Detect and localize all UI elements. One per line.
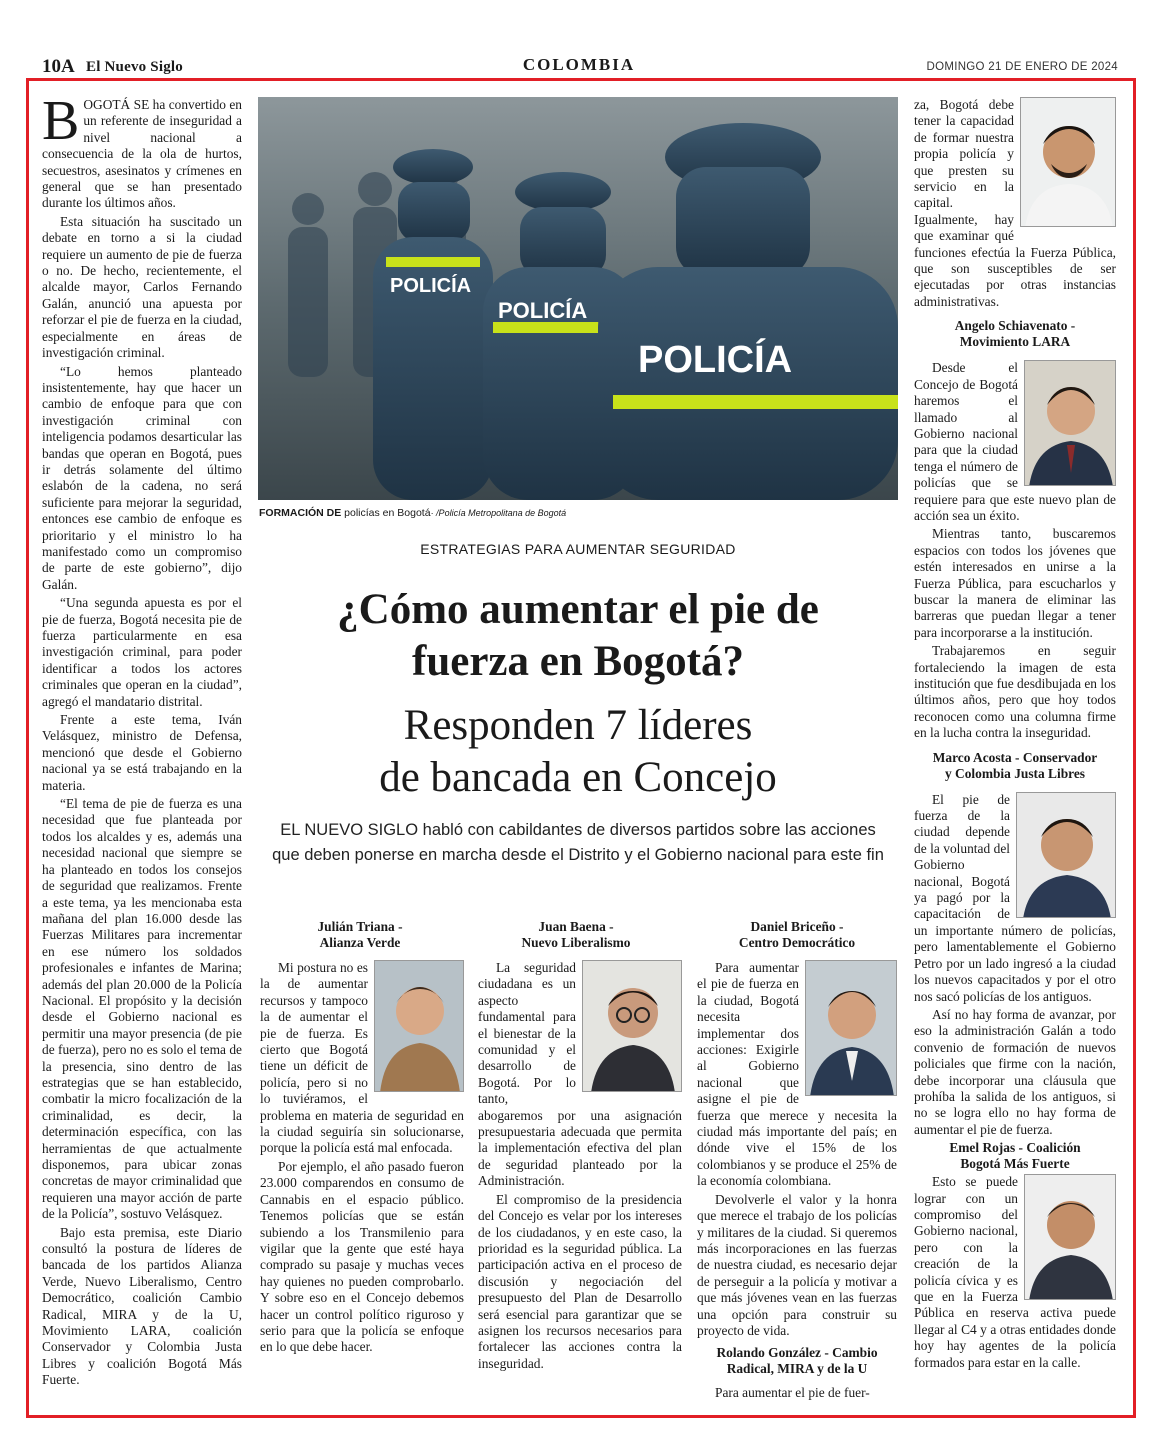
police-formation-photo — [258, 97, 898, 500]
schiavenato-paragraph-2: Mientras tanto, buscaremos espacios con todos los jóvenes que estén interesados en unirse a la Fuerza Pública, para escucharlos y buscar la manera de eliminar las barreras que puedan llegar a tener para incorporarse a la institución. — [914, 526, 1116, 640]
briceno-paragraph-1: Para aumentar el pie de fuerza en la ciudad, Bogotá necesita implementar dos acciones: Exigirle al Gobierno nacional que asigne el pie de fuerza que merece y necesita la ciudad más importante del país; en dónde vive el 15% de los colombianos y se produce el 25% de la economía colombiana. — [697, 960, 897, 1189]
triana-paragraph-1: Mi postura no es la de aumentar recursos y tampoco la de aumentar el pie de fuerza. Es cierto que Bogotá tiene un déficit de policía, pero si no lo tuviéramos, el problema en materia de seguridad en la ciudad seguiría sin solucionarse, porque la policía está mal enfocada. — [260, 960, 464, 1156]
intro-paragraph-5: Frente a este tema, Iván Velásquez, ministro de Defensa, mencionó que desde el Gobierno nacional ya se está trabajando en la materia. — [42, 712, 242, 793]
byline-schiavenato: Angelo Schiavenato - Movimiento LARA — [954, 318, 1076, 350]
dropcap: B — [42, 90, 80, 152]
intro-paragraph-7: Bajo esta premisa, este Diario consultó la postura de líderes de bancada de los partidos Alianza Verde, Nuevo Liberalismo, Centro Democrático, coalición Cambio Radical, MIRA y de la U, Movimiento LARA, coalición Conservador y Colombia Justa Libres y coalición Bogotá Más Fuerte. — [42, 1224, 242, 1388]
briceno-paragraph-2: Devolverle el valor y la honra que merece el trabajo de los policías y militares de la ciudad. Si queremos más incorporaciones en las fuerzas de nuestra ciudad, es necesario dejar de perseguir a la policía y motivar a que más jóvenes vean en las fuerzas una opción para construir su proyecto de vida. — [697, 1191, 897, 1338]
page-number: 10A — [42, 56, 75, 77]
byline-triana: Julián Triana - Alianza Verde — [317, 919, 403, 950]
schiavenato-paragraph-1: Desde el Concejo de Bogotá haremos el llamado al Gobierno nacional para que la ciudad tenga el número de policías que se requiere para que este nuevo plan de acción sea un éxito. — [914, 360, 1116, 523]
intro-paragraph-4: “Una segunda apuesta es por el pie de fuerza, Bogotá necesita pie de fuerza particularmente en esa investigación criminal, para poder identificar a todos los actores criminales que operan en la ciudad”, agregó el mandatario distrital. — [42, 595, 242, 709]
byline-acosta: Marco Acosta - Conservador y Colombia Justa Libres — [932, 749, 1098, 781]
issue-date: DOMINGO 21 DE ENERO DE 2024 — [926, 61, 1118, 73]
portrait-briceno — [805, 960, 897, 1096]
portrait-rojas — [1024, 1174, 1116, 1300]
intro-paragraph-3: “Lo hemos planteado insistentemente, hay que hacer un cambio de enfoque para que con investigación criminal con inteligencia podamos desarticular las bandas que operan en Bogotá, pues ir detrás solamente del último eslabón de la cadena, no será suficiente para mejorar la seguridad, entonces ese cambio de enfoque es prioritario y el ministro lo ha manifestado como un compromiso de parte de este gobierno”, dijo Galán. — [42, 363, 242, 592]
newspaper-brand: El Nuevo Siglo — [86, 59, 183, 75]
column-triana — [260, 960, 464, 1358]
vest-label-2: POLICÍA — [498, 298, 588, 323]
schiavenato-paragraph-3: Trabajaremos en seguir fortaleciendo la imagen de esta institución que fue desdibujada en los últimos años, pero que hoy todos reconocen como una columna firme en la lucha contra la inseguridad. — [914, 643, 1116, 741]
vest-label-1: POLICÍA — [390, 275, 472, 297]
byline-rojas: Emel Rojas - Coalición Bogotá Más Fuerte — [949, 1140, 1081, 1172]
triana-paragraph-2: Por ejemplo, el año pasado fueron 23.000 comparendos en consumo de Cannabis en el espacio público. Tenemos policías que se están subiendo a los Transmilenio para vigilar que la gente que esté haya comprado su pasaje y muchas veces hay quienes no pueden comprobarlo. Y sobre eso en el Concejo debemos hacer un control político riguroso y serio para que la policía se enfoque en lo que debe hacer. — [260, 1158, 464, 1355]
intro-paragraph-6: “El tema de pie de fuerza es una necesidad que fue planteada por todos los alcaldes y es, además una necesidad nacional que siempre se ha planteado en todos los consejos de seguridad que realizamos. Frente a este tema, ya les mencionaba esta mañana del plan 16.000 desde las Fuerzas Militares para incrementar en ese número los soldados profesionales e infantes de Marina; además del plan 20.000 de la Policía Nacional. El propósito y la decisión desde el Gobierno nacional es permitir una mayor presencia (de pie de fuerza), pero no es solo el tema de la presencia, sino dentro de las estrategias que se han establecido, combatir la micro focalización de la criminalidad, es decir, la determinación específica, con las herramientas de que actualmente disponemos, para ubicar zonas concretas de mayor criminalidad que requieren una mayor acción de parte de la Policía”, sostuvo Velásquez. — [42, 796, 242, 1222]
baena-paragraph-1: La seguridad ciudadana es un aspecto fundamental para el bienestar de la comunidad y el desarrollo de Bogotá. Por lo tanto, abogaremos por una asignación presupuestaria adecuada que permita la implementación efectiva del plan de seguridad planteado por la Administración. — [478, 960, 682, 1189]
intro-column — [42, 90, 242, 1391]
byline-gonzalez: Rolando González - Cambio Radical, MIRA y de la U — [716, 1345, 878, 1377]
headline: ¿Cómo aumentar el pie de fuerza en Bogotá? — [337, 586, 819, 685]
article-kicker: ESTRATEGIAS PARA AUMENTAR SEGURIDAD — [420, 541, 736, 557]
baena-paragraph-2: El compromiso de la presidencia del Concejo es velar por los intereses de los ciudadanos, y en este caso, la prioridad es la seguridad pública. La participación activa en el proceso de discusión y negociación del presupuesto del Plan de Desarrollo será esencial para garantizar que se asignen los recursos necesarios para fortalecer las acciones contra la inseguridad. — [478, 1191, 682, 1371]
acosta-paragraph-2: Así no hay forma de avanzar, por eso la administración Galán a todo convenio de formación de nuevos policiales que firme con la nación, debe incorporar una cláusula que prohíba la salida de los antiguos, si no se logra ello no hay forma de aumentar el pie de fuerza. — [914, 1006, 1116, 1137]
portrait-schiavenato — [1024, 360, 1116, 486]
article-deck: EL NUEVO SIGLO habló con cabildantes de diversos partidos sobre las acciones que deben ponerse en marcha desde el Distrito y el Gobierno nacional para este fin — [272, 821, 884, 864]
column-baena — [478, 960, 682, 1374]
portrait-acosta — [1016, 792, 1116, 918]
gonzalez-paragraph-1: Para aumentar el pie de fuer- — [715, 1385, 870, 1401]
gonzalez-paragraph-2: za, Bogotá debe tener la capacidad de formar nuestra propia policía y que presten su servicio en la capital. Igualmente, hay que examinar qué funciones efectúa la Fuerza Pública, que son susceptibles de ser ejecutadas por otras instancias administrativas. — [914, 97, 1116, 309]
vest-label-3: POLICÍA — [638, 339, 793, 381]
acosta-paragraph-1: El pie de fuerza de la ciudad depende de la voluntad del Gobierno nacional, Bogotá ya pagó por la capacitación de un importante número de policías, pero lamentablemente el Gobierno Petro por un lado ingresó a la ciudad los nuevos capacitados y por el otro nos sacó policías de los antiguos. — [914, 791, 1116, 1004]
subheadline: Responden 7 líderes de bancada en Concejo — [379, 702, 777, 801]
portrait-gonzalez — [1020, 97, 1116, 227]
rojas-paragraph-1: Esto se puede lograr con un compromiso del Gobierno nacional, pero con la creación de la policía cívica y es que en la Fuerza Pública en reserva activa puede llegar al C4 y a otras entidades donde hoy hay agentes de la policía formados para estar en la calle. — [914, 1174, 1116, 1370]
column-briceno — [697, 960, 897, 1404]
intro-paragraph-2: Esta situación ha suscitado un debate en torno a si la ciudad requiere un aumento de pie de fuerza o no. De hecho, recientemente, el alcalde mayor, Carlos Fernando Galán, anunció una apuesta por reforzar el pie de fuerza en la ciudad, especialmente en áreas de investigación criminal. — [42, 213, 242, 361]
byline-briceno: Daniel Briceño - Centro Democrático — [738, 919, 856, 950]
portrait-baena — [582, 960, 682, 1092]
intro-paragraph-1: BOGOTÁ SE ha convertido en un referente de inseguridad a nivel nacional a consecuencia de la ola de hurtos, secuestros, asesinatos y crímenes en general que se han presentado durante los últimos años. — [42, 90, 242, 211]
byline-baena: Juan Baena - Nuevo Liberalismo — [521, 919, 631, 950]
portrait-triana — [374, 960, 464, 1092]
right-column — [914, 97, 1116, 1373]
photo-caption: FORMACIÓN DE policías en Bogotá· /Policía Metropolitana de Bogotá — [259, 507, 567, 519]
police-photo-illustration — [258, 97, 898, 500]
section-title: COLOMBIA — [522, 55, 636, 74]
